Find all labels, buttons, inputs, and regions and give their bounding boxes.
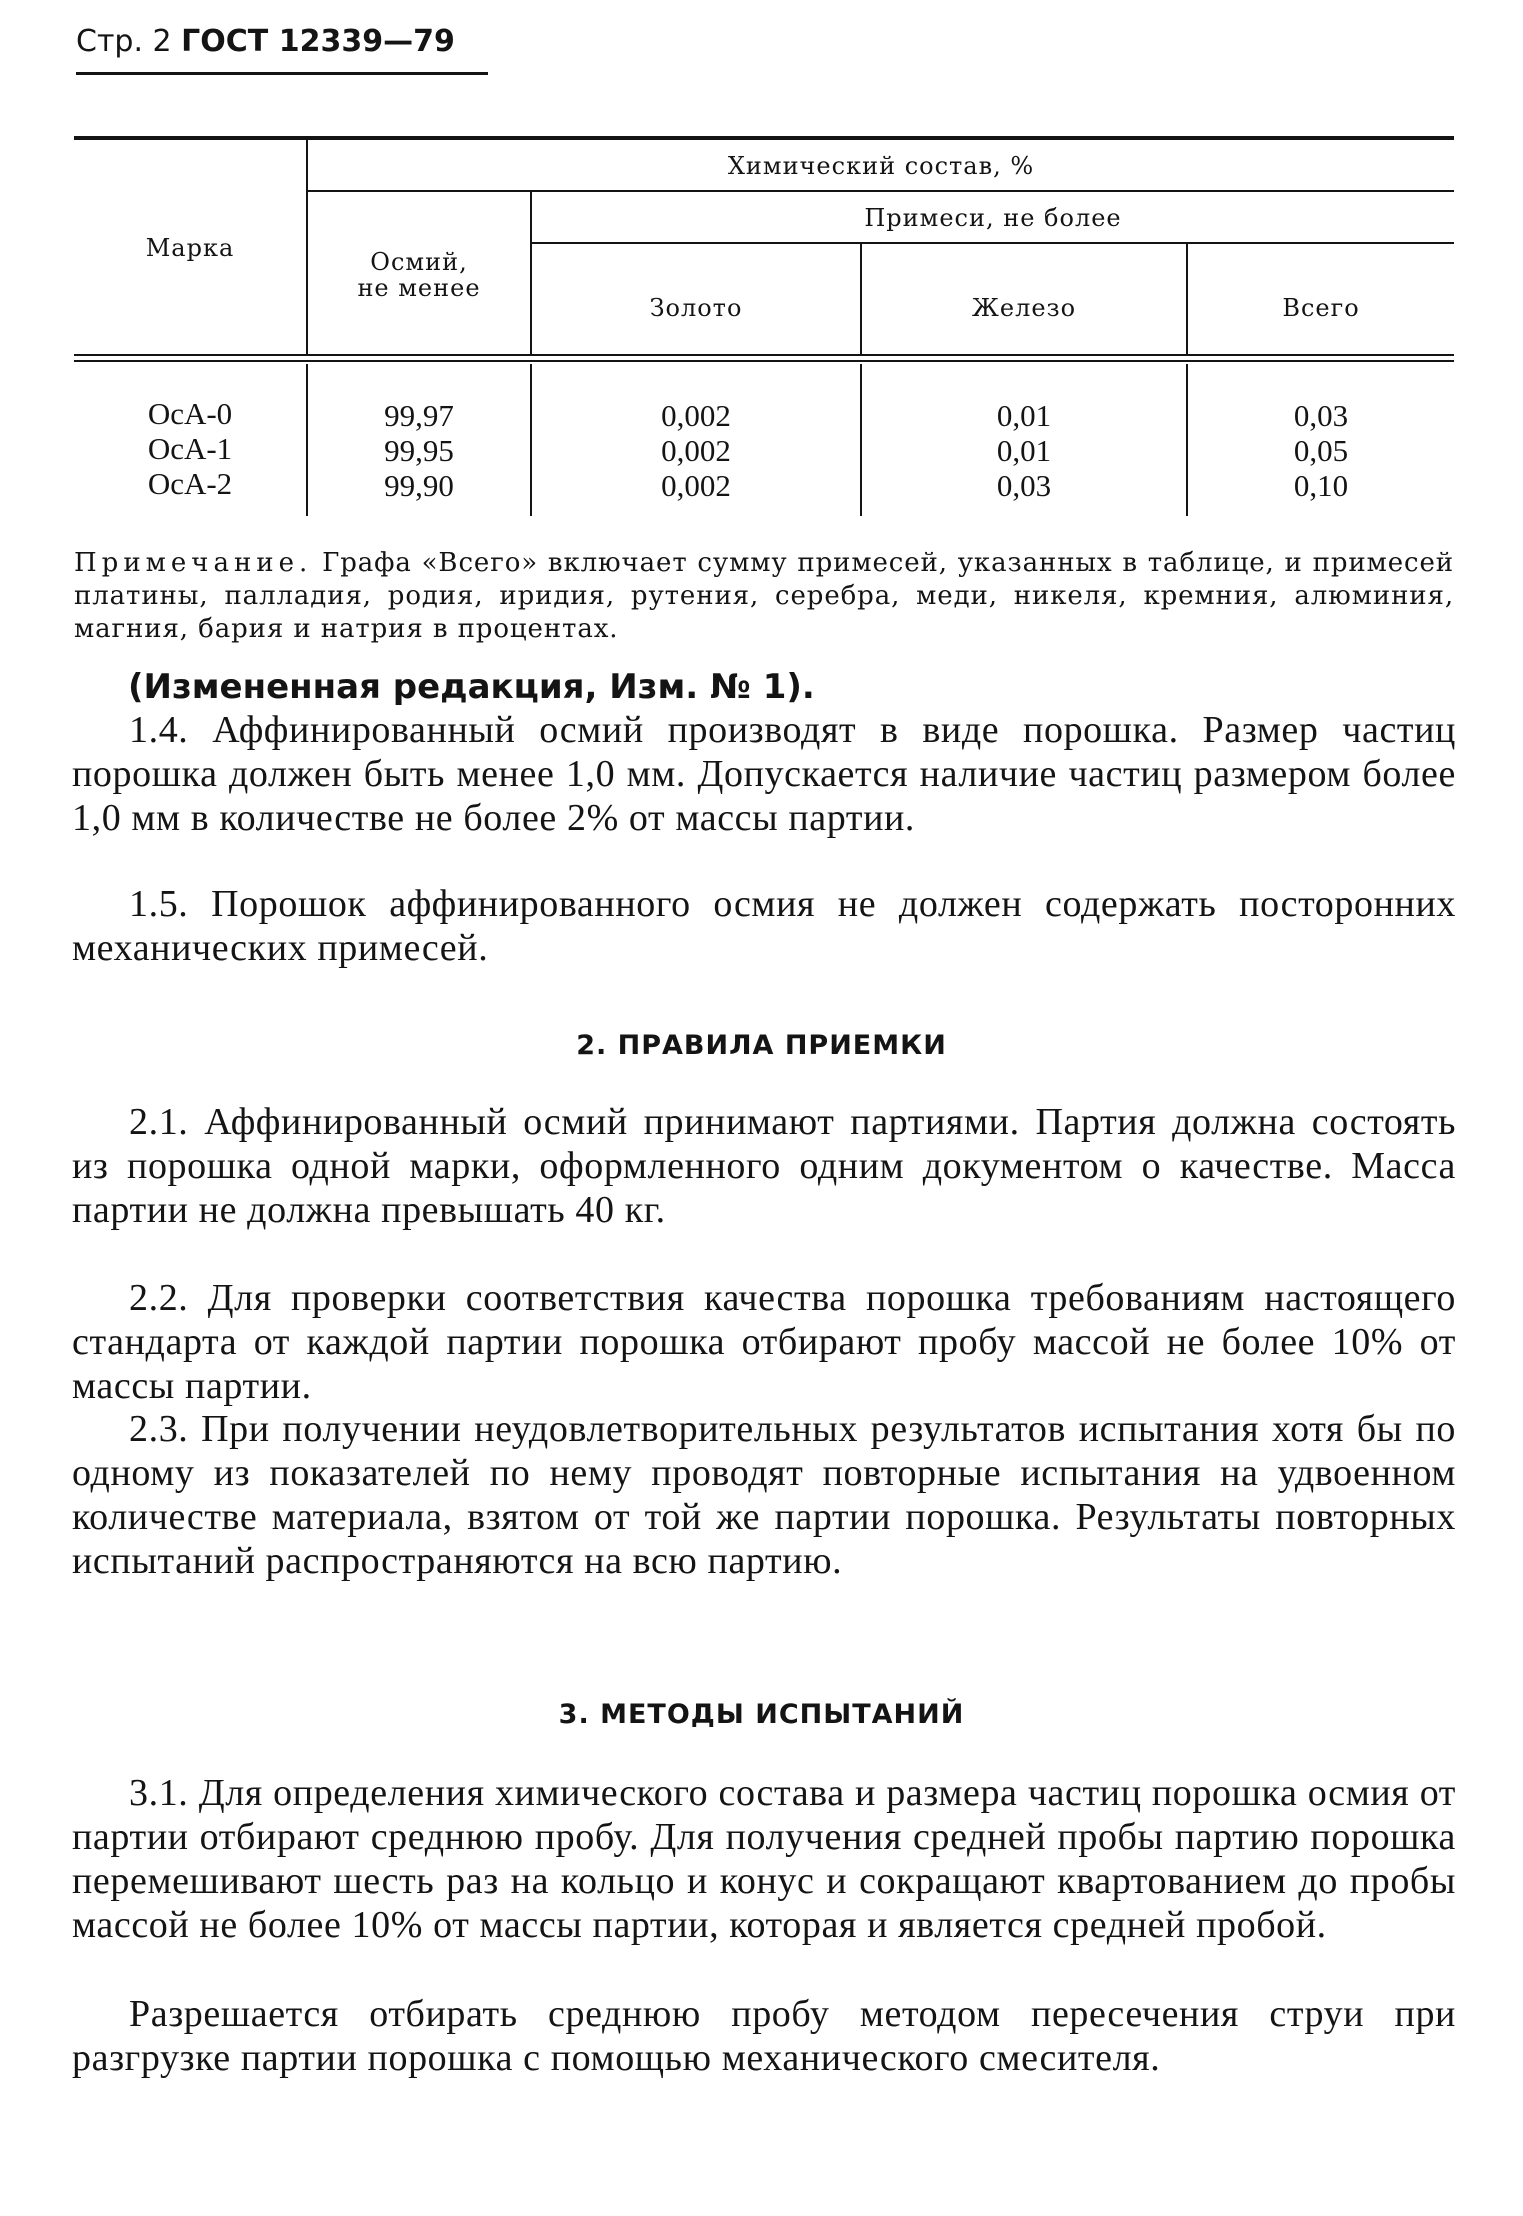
cell-grade: ОсА-1 — [147, 431, 233, 466]
page-label: Стр. 2 — [76, 24, 172, 59]
section-title-acceptance: 2. ПРАВИЛА ПРИЕМКИ — [576, 1030, 947, 1061]
note-text: Графа «Всего» включает сумму примесей, указанных в таблице, и примесей платины, палладия, родия, иридия, рутения, серебра, меди, никеля, кремния, алюминия, магния, бария и натрия в процентах. — [74, 548, 1454, 644]
header-osmium-line-1: Осмий, — [370, 248, 468, 276]
header-grade: Марка — [145, 234, 235, 262]
header-rule — [76, 72, 488, 75]
cell-gold: 0,002 — [661, 398, 731, 433]
cell-osmium: 99,95 — [384, 433, 454, 468]
header-gold: Золото — [649, 294, 743, 322]
gost-number: ГОСТ 12339—79 — [181, 24, 455, 59]
paragraph-1-5: 1.5. Порошок аффинированного осмия не должен содержать посторонних механических примесей. — [72, 883, 1456, 969]
cell-grade: ОсА-2 — [147, 466, 233, 501]
section-title-test-methods: 3. МЕТОДЫ ИСПЫТАНИЙ — [558, 1699, 965, 1730]
cell-iron: 0,01 — [996, 433, 1052, 468]
header-osmium-line-2: не менее — [357, 274, 481, 302]
table-top-rule — [74, 136, 1454, 140]
amendment-label: (Измененная редакция, Изм. № 1). — [128, 667, 815, 707]
paragraph-2-3: 2.3. При получении неудовлетворительных результатов испытания хотя бы по одному из показателей по нему проводят повторные испытания на удвоенном количестве материала, взятом от той же партии порошка. Результаты повторных испытаний распространяются на всю партию. — [72, 1408, 1456, 1582]
cell-osmium: 99,97 — [384, 398, 454, 433]
paragraph-2-2: 2.2. Для проверки соответствия качества порошка требованиям настоящего стандарта от каждой партии порошка отбирают пробу массой не более 10% от массы партии. — [72, 1277, 1456, 1407]
cell-grade: ОсА-0 — [147, 396, 233, 431]
header-impurities: Примеси, не более — [864, 204, 1122, 232]
table-rule-impurities — [530, 242, 1454, 244]
paragraph-1-4: 1.4. Аффинированный осмий производят в виде порошка. Размер частиц порошка должен быть менее 1,0 мм. Допускается наличие частиц размером более 1,0 мм в количестве не более 2% от массы партии. — [72, 709, 1456, 839]
table-head-rule-1 — [74, 354, 1454, 356]
header-iron: Железо — [971, 294, 1077, 322]
cell-total: 0,03 — [1293, 398, 1349, 433]
paragraph-2-1: 2.1. Аффинированный осмий принимают партиями. Партия должна состоять из порошка одной марки, оформленного одним документом о качестве. Масса партии не должна превышать 40 кг. — [72, 1101, 1456, 1231]
cell-total: 0,05 — [1293, 433, 1349, 468]
table-note — [74, 547, 1454, 646]
cell-total: 0,10 — [1293, 468, 1349, 503]
cell-iron: 0,01 — [996, 398, 1052, 433]
header-total: Всего — [1282, 294, 1360, 322]
paragraph-3-1: 3.1. Для определения химического состава и размера частиц порошка осмия от партии отбирают среднюю пробу. Для получения средней пробы партию порошка перемешивают шесть раз на кольцо и конус и сокращают квартованием до пробы массой не более 10% от массы партии, которая и является средней пробой. — [72, 1772, 1456, 1946]
cell-gold: 0,002 — [661, 433, 731, 468]
cell-gold: 0,002 — [661, 468, 731, 503]
paragraph-3-1-continued: Разрешается отбирать среднюю пробу методом пересечения струи при разгрузке партии порошка с помощью механического смесителя. — [72, 1993, 1456, 2079]
cell-osmium: 99,90 — [384, 468, 454, 503]
table-head-rule-2 — [74, 360, 1454, 362]
cell-iron: 0,03 — [996, 468, 1052, 503]
table-rule-chemical — [306, 190, 1454, 192]
header-chemical-composition: Химический состав, % — [727, 152, 1035, 180]
note-lead: Примечание. — [74, 548, 313, 578]
running-header — [76, 22, 455, 62]
